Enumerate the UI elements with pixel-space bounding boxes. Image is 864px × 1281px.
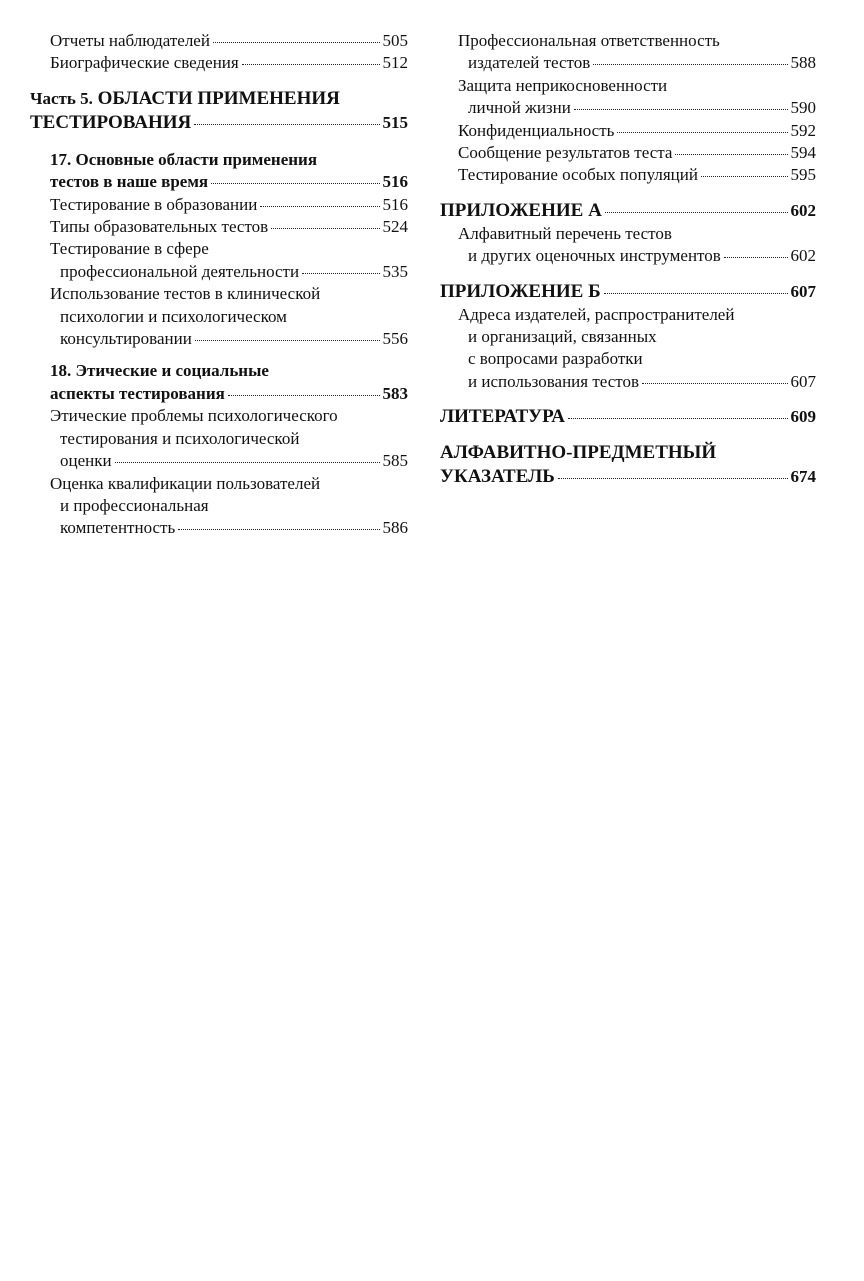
page-number: 588 xyxy=(790,53,816,73)
dot-leader xyxy=(195,340,380,341)
page-number: 583 xyxy=(382,383,408,403)
entry-title-line3: с вопросами разработки xyxy=(468,349,643,369)
toc-part-5 xyxy=(30,87,408,135)
entry-title-line1: Тестирование в сфере xyxy=(50,239,209,259)
toc-appendix-b xyxy=(440,280,816,304)
entry-title-line1: Использование тестов в клинической xyxy=(50,284,321,304)
entry-title: Сообщение результатов теста xyxy=(458,143,673,163)
toc-entry-user-qualification xyxy=(30,473,408,540)
toc-entry-special-populations xyxy=(440,164,816,186)
toc-subject-index xyxy=(440,441,816,489)
toc-chapter-17 xyxy=(30,149,408,194)
page-number: 609 xyxy=(790,407,816,427)
dot-leader xyxy=(194,124,379,125)
toc-entry-ethics xyxy=(30,405,408,472)
dot-leader xyxy=(213,42,380,43)
page-number: 607 xyxy=(790,371,816,391)
index-title-line2: УКАЗАТЕЛЬ xyxy=(440,466,555,488)
page-number: 516 xyxy=(382,194,408,214)
entry-title-line2: и профессиональная xyxy=(60,495,209,515)
page-number: 595 xyxy=(790,165,816,185)
toc-appendix-a xyxy=(440,199,816,223)
entry-title: Отчеты наблюдателей xyxy=(50,31,210,50)
page-number: 592 xyxy=(790,120,816,140)
index-title-line1: АЛФАВИТНО-ПРЕДМЕТНЫЙ xyxy=(440,442,717,464)
entry-title-line2: издателей тестов xyxy=(468,53,591,73)
toc-literature xyxy=(440,405,816,429)
entry-title-line2: профессиональной деятельности xyxy=(60,261,300,281)
page-number: 602 xyxy=(790,200,816,220)
toc-entry-privacy xyxy=(440,75,816,120)
toc-entry-edu-testing xyxy=(30,194,408,216)
entry-title-line3: консультировании xyxy=(60,329,192,349)
dot-leader xyxy=(115,462,380,463)
toc-entry-bio-info xyxy=(30,52,408,74)
page-number: 586 xyxy=(382,518,408,538)
page-number: 515 xyxy=(382,112,408,132)
page-number: 556 xyxy=(382,329,408,349)
part-title-line2: ТЕСТИРОВАНИЯ xyxy=(30,111,192,133)
toc-entry-publisher-responsibility xyxy=(440,30,816,75)
page-number: 674 xyxy=(790,467,816,487)
entry-title: Конфиденциальность xyxy=(458,120,615,140)
dot-leader xyxy=(642,383,787,384)
dot-leader xyxy=(617,132,787,133)
toc-entry-addresses xyxy=(440,304,816,394)
literature-title: ЛИТЕРАТУРА xyxy=(440,406,566,428)
entry-title-line1: Адреса издателей, распространителей xyxy=(458,304,735,324)
dot-leader xyxy=(724,257,788,258)
entry-title-line3: компетентность xyxy=(60,518,176,538)
toc-left-column xyxy=(30,30,408,540)
page-number: 590 xyxy=(790,98,816,118)
entry-title-line2: личной жизни xyxy=(468,98,571,118)
chapter-title-line2: тестов в наше время xyxy=(50,172,209,192)
toc-right-column xyxy=(440,30,816,489)
entry-title-line1: Этические проблемы психологического xyxy=(50,406,338,426)
entry-title-line1: Защита неприкосновенности xyxy=(458,75,668,95)
appendix-title: ПРИЛОЖЕНИЕ Б xyxy=(440,280,601,302)
page-number: 512 xyxy=(382,53,408,73)
page-number: 594 xyxy=(790,143,816,163)
chapter-title-line1: 18. Этические и социальные xyxy=(50,361,269,381)
entry-title: Типы образовательных тестов xyxy=(50,217,269,237)
toc-entry-alphabetical-list xyxy=(440,223,816,268)
entry-title-line1: Алфавитный перечень тестов xyxy=(458,223,672,243)
entry-title: Тестирование особых популяций xyxy=(458,165,698,185)
dot-leader xyxy=(271,228,379,229)
page-number: 524 xyxy=(382,217,408,237)
toc-entry-edu-test-types xyxy=(30,216,408,238)
toc-chapter-18 xyxy=(30,360,408,405)
entry-title-line3: оценки xyxy=(60,451,112,471)
entry-title-line4: и использования тестов xyxy=(468,371,640,391)
dot-leader xyxy=(302,273,379,274)
toc-entry-confidentiality xyxy=(440,120,816,142)
dot-leader xyxy=(178,529,379,530)
dot-leader xyxy=(211,183,379,184)
part-lead: Часть 5. xyxy=(30,88,93,108)
toc-entry-prof-testing xyxy=(30,238,408,283)
entry-title: Тестирование в образовании xyxy=(50,194,258,214)
dot-leader xyxy=(242,64,380,65)
dot-leader xyxy=(701,176,788,177)
page-number: 535 xyxy=(382,261,408,281)
part-title-line1: ОБЛАСТИ ПРИМЕНЕНИЯ xyxy=(97,87,340,109)
dot-leader xyxy=(574,109,788,110)
entry-title-line2: тестирования и психологической xyxy=(60,428,300,448)
page-number: 516 xyxy=(382,172,408,192)
entry-title-line2: и других оценочных инструментов xyxy=(468,246,721,266)
entry-title-line1: Профессиональная ответственность xyxy=(458,31,720,50)
entry-title-line2: психологии и психологическом xyxy=(60,306,287,326)
dot-leader xyxy=(675,154,787,155)
dot-leader xyxy=(228,395,380,396)
dot-leader xyxy=(568,418,787,419)
entry-title-line1: Оценка квалификации пользователей xyxy=(50,473,321,493)
dot-leader xyxy=(593,64,787,65)
chapter-title-line1: 17. Основные области применения xyxy=(50,149,318,169)
page-number: 607 xyxy=(790,281,816,301)
entry-title-line2: и организаций, связанных xyxy=(468,327,657,347)
dot-leader xyxy=(260,206,379,207)
appendix-title: ПРИЛОЖЕНИЕ А xyxy=(440,199,602,221)
page-number: 585 xyxy=(382,451,408,471)
toc-entry-results-communication xyxy=(440,142,816,164)
toc-entry-observers-reports xyxy=(30,30,408,52)
page-number: 602 xyxy=(790,246,816,266)
chapter-title-line2: аспекты тестирования xyxy=(50,383,225,403)
dot-leader xyxy=(605,212,788,213)
dot-leader xyxy=(604,293,788,294)
dot-leader xyxy=(558,478,788,479)
entry-title: Биографические сведения xyxy=(50,53,239,73)
toc-entry-clinical xyxy=(30,283,408,350)
page-number: 505 xyxy=(382,31,408,50)
